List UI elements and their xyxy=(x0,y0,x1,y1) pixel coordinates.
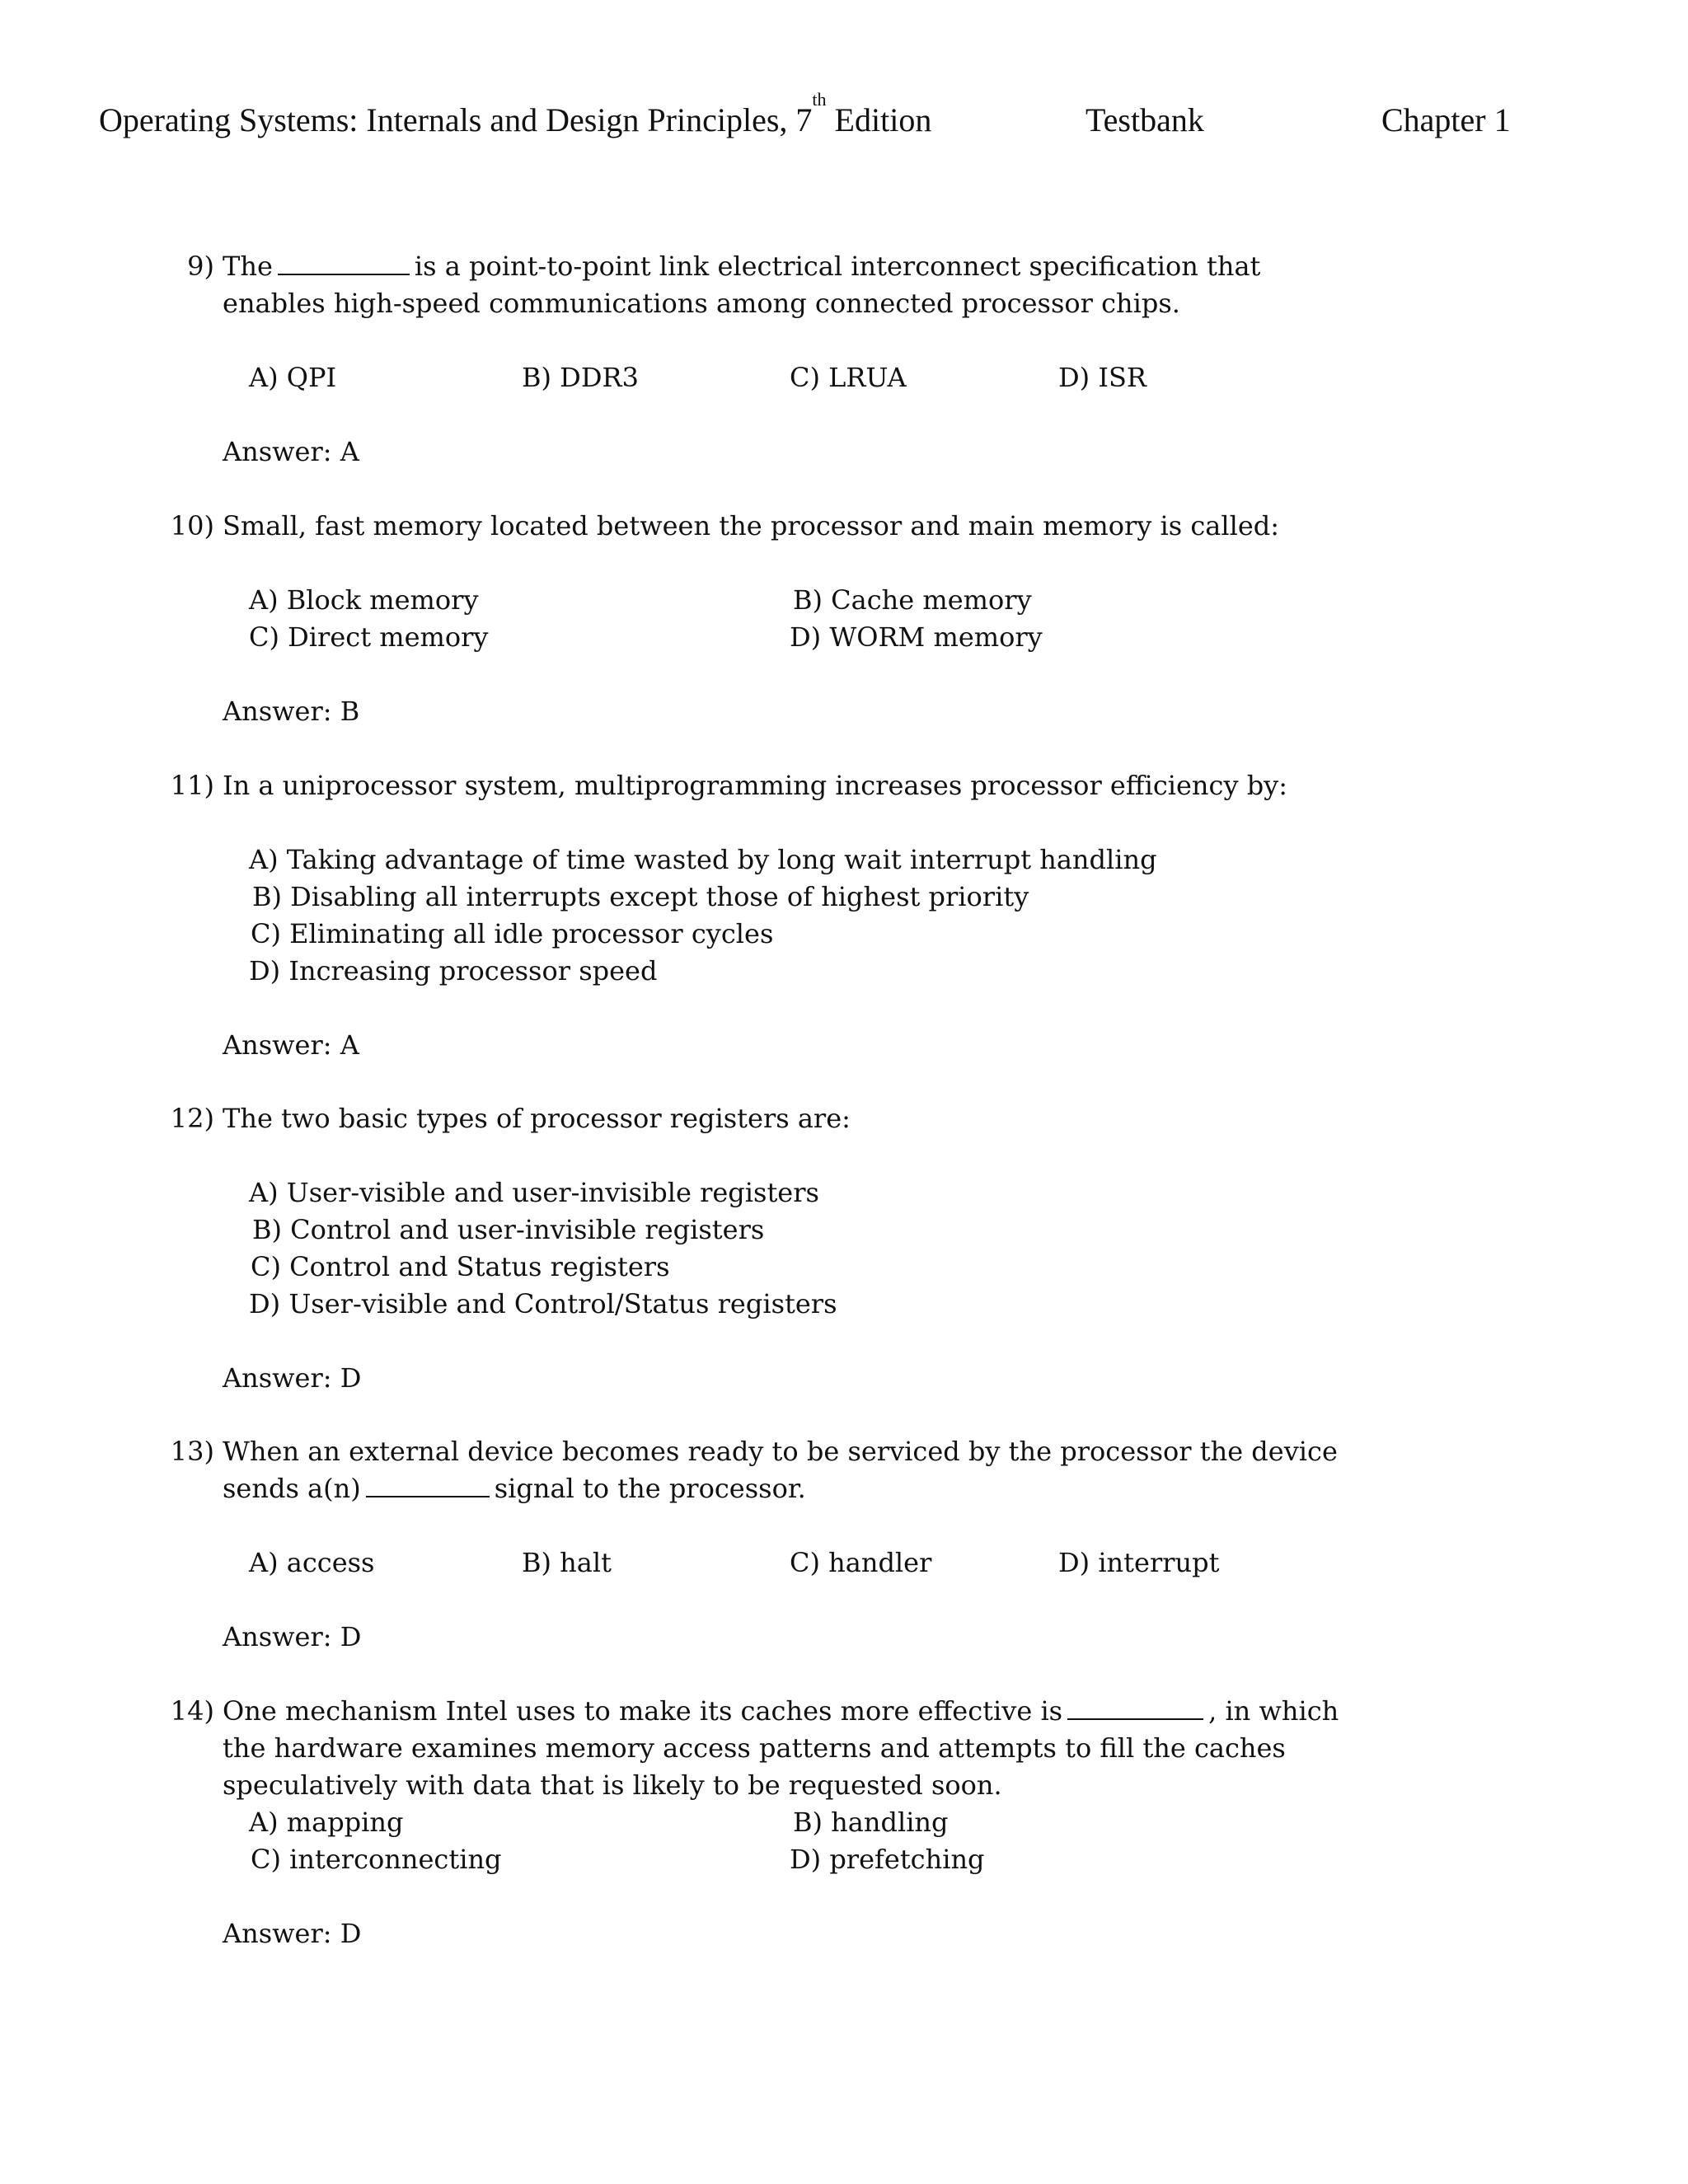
option-d: D) Increasing processor speed xyxy=(249,955,658,987)
answer-blank xyxy=(278,251,410,275)
option-a: A) User-visible and user-invisible registers xyxy=(249,1177,819,1208)
option-a: A) Taking advantage of time wasted by long wait interrupt handling xyxy=(249,844,1157,875)
question-number: 9) xyxy=(187,251,214,282)
question-number: 12) xyxy=(170,1103,214,1134)
option-d: D) User-visible and Control/Status registers xyxy=(249,1288,837,1319)
option-c: C) interconnecting xyxy=(251,1844,502,1875)
answer-blank xyxy=(1067,1695,1203,1720)
option-c: C) Control and Status registers xyxy=(251,1251,670,1282)
question-text-line: Small, fast memory located between the processor and main memory is called: xyxy=(223,510,1280,541)
question-text-line: enables high-speed communications among connected processor chips. xyxy=(223,288,1180,319)
answer-text: Answer: A xyxy=(223,436,359,467)
option-d: D) ISR xyxy=(1058,362,1146,393)
option-d: D) prefetching xyxy=(790,1844,985,1875)
question-text-line: One mechanism Intel uses to make its caches more effective is , in which xyxy=(223,1695,1339,1727)
question-number: 10) xyxy=(170,510,214,541)
option-a: A) mapping xyxy=(249,1807,404,1838)
question-number: 13) xyxy=(170,1436,214,1467)
question-number: 14) xyxy=(170,1695,214,1727)
answer-text: Answer: D xyxy=(223,1621,362,1652)
option-a: A) access xyxy=(249,1547,375,1578)
question-number: 11) xyxy=(170,770,214,801)
question-text-line: The is a point-to-point link electrical interconnect specification that xyxy=(223,251,1261,282)
option-d: D) WORM memory xyxy=(790,621,1043,653)
page-header xyxy=(0,89,1688,145)
option-c: C) LRUA xyxy=(790,362,907,393)
option-b: B) DDR3 xyxy=(522,362,639,393)
option-b: B) handling xyxy=(793,1807,949,1838)
answer-blank xyxy=(366,1473,490,1497)
answer-text: Answer: B xyxy=(223,696,360,727)
question-text-line: sends a(n) signal to the processor. xyxy=(223,1473,806,1504)
option-c: C) Eliminating all idle processor cycles xyxy=(251,918,774,949)
option-d: D) interrupt xyxy=(1058,1547,1220,1578)
option-a: A) QPI xyxy=(249,362,337,393)
option-b: B) Control and user-invisible registers xyxy=(252,1214,765,1245)
question-text-line: the hardware examines memory access patterns and attempts to fill the caches xyxy=(223,1732,1286,1764)
option-b: B) halt xyxy=(522,1547,612,1578)
testbank-label: Testbank xyxy=(1085,101,1204,138)
answer-text: Answer: D xyxy=(223,1362,362,1394)
option-c: C) handler xyxy=(790,1547,932,1578)
option-c: C) Direct memory xyxy=(249,621,489,653)
question-text-line: When an external device becomes ready to be serviced by the processor the device xyxy=(223,1436,1338,1467)
book-title: Operating Systems: Internals and Design Principles, 7th Edition xyxy=(99,89,932,138)
question-text-line: The two basic types of processor registers are: xyxy=(223,1103,851,1134)
option-a: A) Block memory xyxy=(249,584,479,616)
option-b: B) Disabling all interrupts except those of highest priority xyxy=(252,881,1029,912)
option-b: B) Cache memory xyxy=(793,584,1032,616)
edition-superscript: th xyxy=(812,89,827,110)
chapter-label: Chapter 1 xyxy=(1381,101,1511,138)
answer-text: Answer: D xyxy=(223,1918,362,1949)
question-text-line: speculatively with data that is likely to be requested soon. xyxy=(223,1769,1002,1801)
answer-text: Answer: A xyxy=(223,1029,359,1061)
question-text-line: In a uniprocessor system, multiprogramming increases processor efficiency by: xyxy=(223,770,1288,801)
